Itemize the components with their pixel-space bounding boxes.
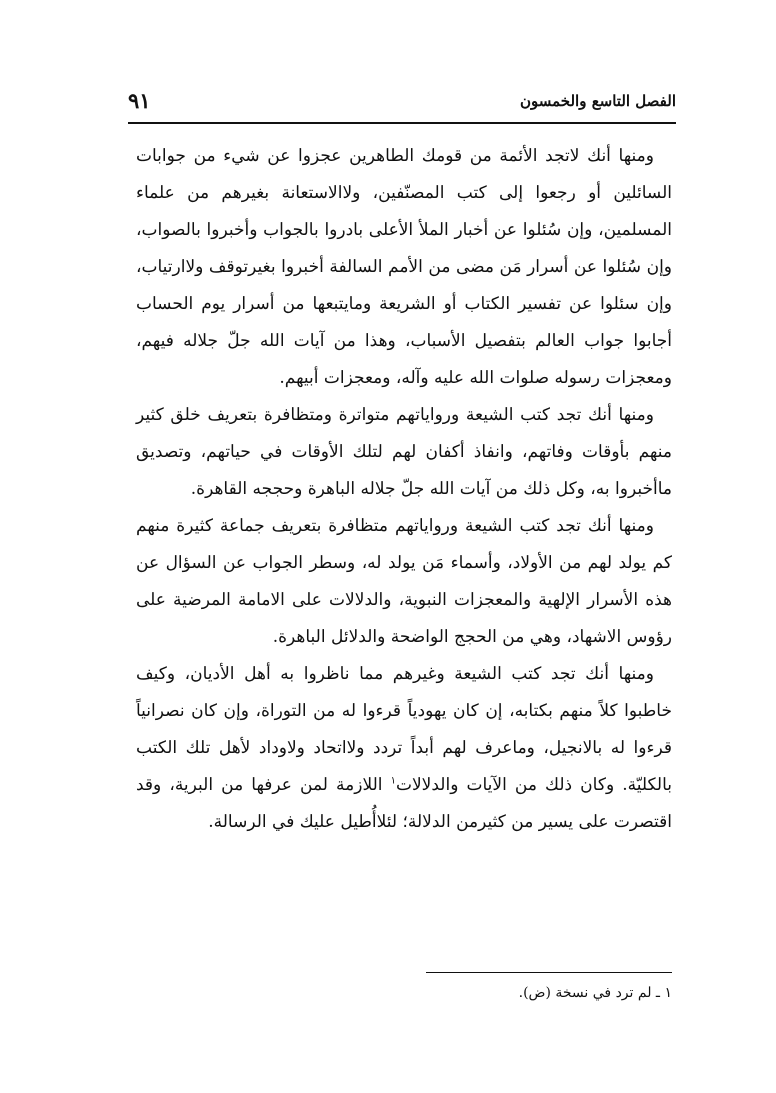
page-header [128,88,676,120]
footnote-divider [426,972,672,973]
paragraph-text: ومنها أنك تجد كتب الشيعة وغيرهم مما ناظروا به أهل الأديان، وكيف خاطبوا كلاً منهم بكتابه، إن كان يهودياً قرءوا له من التوراة، وإن كان نصرانياً قرءوا له بالانجيل، وماعرف لهم أبداً تردد ولااتحاد ولاوداد لأهل تلك الكتب بالكليّة. وكان ذلك من الآيات والدلالات [136,664,672,795]
paragraph: ومنها أنك تجد كتب الشيعة ورواياتهم متواترة ومتظافرة بتعريف خلق كثير منهم بأوقات وفاتهم، وانفاذ أكفان لهم لتلك الأوقات في حياتهم، وتصديق ماأخبروا به، وكل ذلك من آيات الله جلّ جلاله الباهرة وحججه القاهرة. [136,405,672,499]
header-divider [128,122,676,124]
footnote: ١ ـ لم ترد في نسخة (ض). [518,985,672,1001]
chapter-title: الفصل التاسع والخمسون [519,92,676,110]
footnote-marker: ١ [390,775,396,787]
paragraph [136,656,672,841]
paragraph: ومنها أنك لاتجد الأئمة من قومك الطاهرين عجزوا عن شيء من جوابات السائلين أو رجعوا إلى كتب المصنّفين، ولاالاستعانة بغيرهم من علماء المسلمين، وإن سُئلوا عن أخبار الملأ الأعلى بادروا بالجواب وأخبروا بالصواب، وإن سُئلوا عن أسرار مَن مضى من الأمم السالفة أخبروا بغيرتوقف ولاارتياب، وإن سئلوا عن تفسير الكتاب أو الشريعة ومايتبعها من أسرار يوم الحساب أجابوا جواب العالم بتفصيل الأسباب، وهذا من آيات الله جلّ جلاله فيهم، ومعجزات رسوله صلوات الله عليه وآله، ومعجزات أبيهم. [136,146,672,388]
paragraph-text: اللازمة لمن عرفها من البرية، وقد اقتصرت على يسير من كثيرمن الدلالة؛ لئلاأُطيل عليك في الرسالة. [136,775,672,832]
page-number: ٩١ [128,88,151,113]
paragraph: ومنها أنك تجد كتب الشيعة ورواياتهم متظافرة بتعريف جماعة كثيرة منهم كم يولد لهم من الأولاد، وأسماء مَن يولد له، وسطر الجواب عن السؤال عن هذه الأسرار الإلهية والمعجزات النبوية، والدلالات على الامامة المرضية على رؤوس الاشهاد، وهي من الحجج الواضحة والدلائل الباهرة. [136,516,672,647]
body-text [136,138,672,841]
